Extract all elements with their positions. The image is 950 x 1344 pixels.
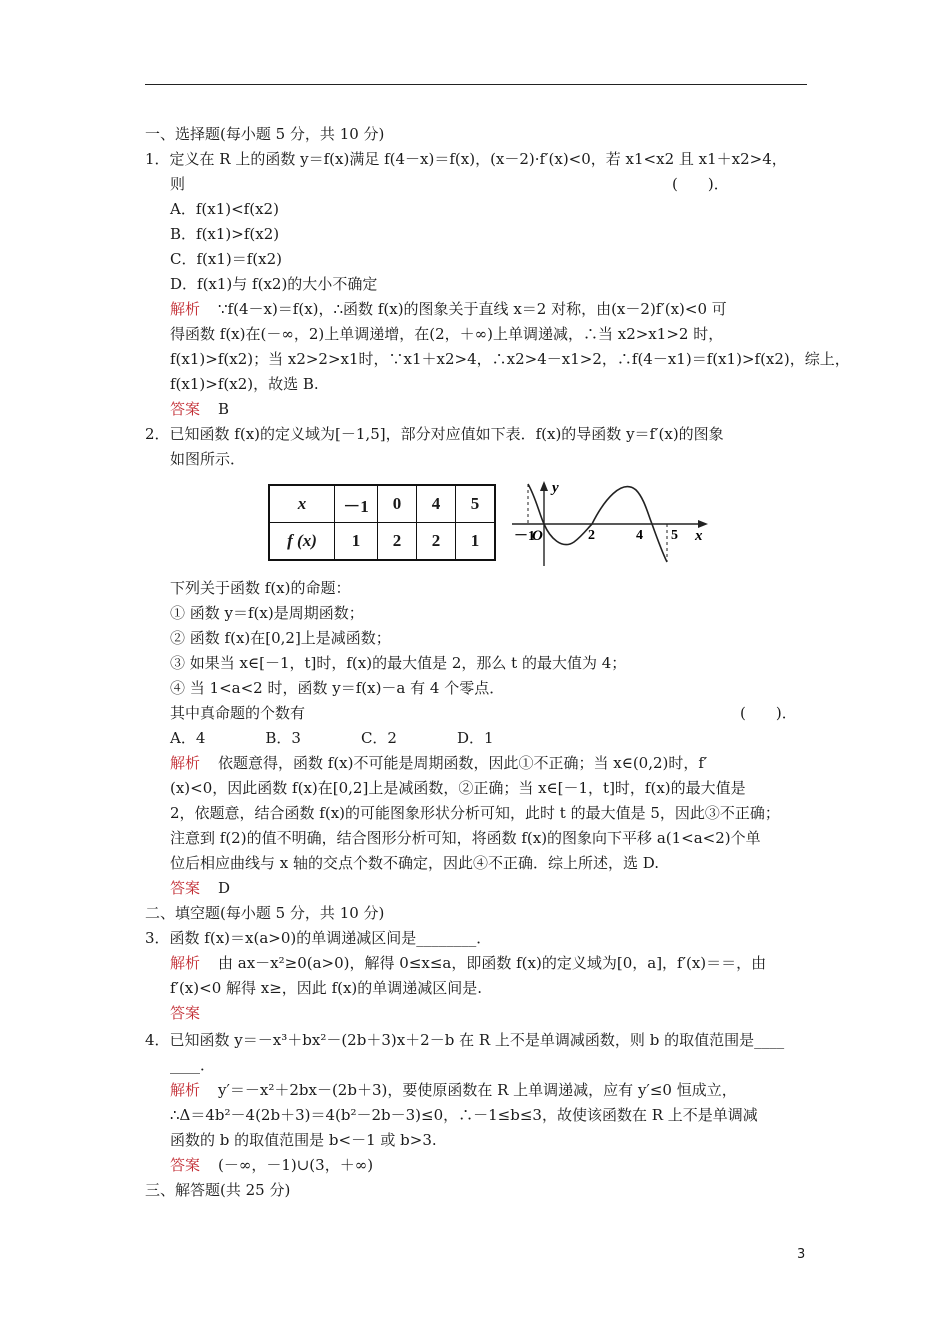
q2-analysis-line4: 注意到 f(2)的值不明确，结合图形分析可知，将函数 f(x)的图象向下平移 a(1<a<2)个单 [170, 829, 761, 847]
value-table [268, 484, 496, 561]
q2-prop-1: ① 函数 y＝f(x)是周期函数； [170, 604, 364, 622]
q3-analysis-line2: f′(x)<0 解得 x≥，因此 f(x)的单调递减区间是. [170, 979, 483, 997]
x-axis-arrow-icon [698, 520, 708, 528]
tick-label-5: 5 [671, 528, 678, 543]
q2-analysis-line1: 依题意得，函数 f(x)不可能是周期函数，因此①不正确；当 x∈(0,2)时，f′ [218, 754, 708, 772]
q4-analysis-line3: 函数的 b 的取值范围是 b<－1 或 b>3. [170, 1131, 437, 1149]
q1-option-c: C．f(x1)＝f(x2) [170, 250, 282, 268]
q1-analysis-line4: f(x1)>f(x2)，故选 B. [170, 375, 319, 393]
table-cell: 1 [456, 523, 496, 561]
table-row [269, 523, 495, 561]
q1-analysis-line2: 得函数 f(x)在(－∞，2)上单调递增，在(2，＋∞)上单调递减，∴当 x2>x1>2 时， [170, 325, 724, 343]
q4-stem-line2: ____． [170, 1056, 216, 1074]
table-cell: 4 [417, 485, 456, 523]
table-cell: 0 [378, 485, 417, 523]
table-cell: 2 [378, 523, 417, 561]
q2-prop-4: ④ 当 1<a<2 时，函数 y＝f(x)－a 有 4 个零点． [170, 679, 505, 697]
q2-analysis-line2: (x)<0，因此函数 f(x)在[0,2]上是减函数，②正确；当 x∈[－1，t]时，f(x)的最大值是 [170, 779, 746, 797]
q2-answer-paren: ( )． [740, 704, 797, 722]
q1-answer-value: B [218, 400, 230, 418]
table-row [269, 485, 495, 523]
q3-stem: 3．函数 f(x)＝x(a>0)的单调递减区间是________． [145, 929, 492, 947]
derivative-graph [512, 478, 712, 568]
tick-label-neg1: －1 [514, 529, 535, 544]
table-cell: 5 [456, 485, 496, 523]
q4-stem-line1: 4．已知函数 y＝－x³＋bx²－(2b＋3)x＋2－b 在 R 上不是单调减函数，则 b 的取值范围是____ [145, 1031, 785, 1049]
q4-analysis-line1: y′＝－x²＋2bx－(2b＋3)，要使原函数在 R 上单调递减，应有 y′≤0 恒成立， [218, 1081, 737, 1099]
origin-label: O [532, 528, 543, 544]
q1-stem-line1: 1．定义在 R 上的函数 y＝f(x)满足 f(4－x)＝f(x)，(x－2)·f′(x)<0，若 x1<x2 且 x1＋x2>4， [145, 150, 787, 168]
q3-answer-label: 答案 [170, 1004, 201, 1022]
q2-prop-3: ③ 如果当 x∈[－1，t]时，f(x)的最大值是 2，那么 t 的最大值为 4； [170, 654, 627, 672]
q1-stem-line2: 则 [170, 175, 186, 193]
table-cell: 1 [335, 523, 378, 561]
q1-answer-label: 答案 [170, 400, 201, 418]
q1-option-a: A．f(x1)<f(x2) [170, 200, 279, 218]
q2-count-question: 其中真命题的个数有 [170, 704, 306, 722]
q1-analysis-line1: ∵f(4－x)＝f(x)，∴函数 f(x)的图象关于直线 x＝2 对称，由(x－2)f′(x)<0 可 [218, 300, 727, 318]
table-cell: 2 [417, 523, 456, 561]
q2-options: A．4 B．3 C．2 D．1 [170, 729, 494, 747]
q2-answer-value: D [218, 879, 231, 897]
table-cell: －1 [335, 485, 378, 523]
q3-analysis-line1: 由 ax－x²≥0(a>0)，解得 0≤x≤a，即函数 f(x)的定义域为[0，a]，f′(x)＝＝，由 [218, 954, 767, 972]
tick-label-4: 4 [636, 528, 643, 543]
q2-analysis-line5: 位后相应曲线与 x 轴的交点个数不确定，因此④不正确．综上所述，选 D. [170, 854, 660, 872]
q2-stem-line1: 2．已知函数 f(x)的定义域为[－1,5]，部分对应值如下表．f(x)的导函数 y＝f′(x)的图象 [145, 425, 724, 443]
q4-answer-label: 答案 [170, 1156, 201, 1174]
page-number: 3 [797, 1247, 806, 1262]
q2-stem-line2: 如图所示． [170, 450, 246, 468]
tick-label-2: 2 [588, 528, 595, 543]
q1-analysis-line3: f(x1)>f(x2)；当 x2>2>x1时，∵x1＋x2>4，∴x2>4－x1>2，∴f(4－x1)＝f(x1)>f(x2)，综上， [170, 350, 850, 368]
q1-analysis-label: 解析 [170, 300, 201, 318]
q2-answer-label: 答案 [170, 879, 201, 897]
q3-analysis-label: 解析 [170, 954, 201, 972]
y-axis-label: y [552, 480, 559, 496]
q2-analysis-label: 解析 [170, 754, 201, 772]
q4-analysis-label: 解析 [170, 1081, 201, 1099]
section-title-3: 三、解答题(共 25 分) [145, 1181, 291, 1199]
q4-analysis-line2: ∴Δ＝4b²－4(2b＋3)＝4(b²－2b－3)≤0，∴－1≤b≤3，故使该函数在 R 上不是单调减 [170, 1106, 758, 1124]
y-axis-arrow-icon [540, 481, 548, 491]
section-title-1: 一、选择题(每小题 5 分，共 10 分) [145, 125, 385, 143]
q2-props-stem: 下列关于函数 f(x)的命题： [170, 579, 351, 597]
q2-analysis-line3: 2，依题意，结合函数 f(x)的可能图象形状分析可知，此时 t 的最大值是 5，因此③不正确； [170, 804, 780, 822]
derivative-curve [528, 484, 667, 562]
table-cell: x [269, 485, 335, 523]
table-cell: f (x) [269, 523, 335, 561]
x-axis-label: x [695, 528, 703, 544]
q2-prop-2: ② 函数 f(x)在[0,2]上是减函数； [170, 629, 391, 647]
section-title-2: 二、填空题(每小题 5 分，共 10 分) [145, 904, 385, 922]
q1-option-b: B．f(x1)>f(x2) [170, 225, 280, 243]
q1-option-d: D．f(x1)与 f(x2)的大小不确定 [170, 275, 378, 293]
header-rule [145, 84, 807, 85]
q1-answer-paren: ( )． [672, 175, 729, 193]
q4-answer-value: (－∞，－1)∪(3，＋∞) [218, 1156, 374, 1174]
